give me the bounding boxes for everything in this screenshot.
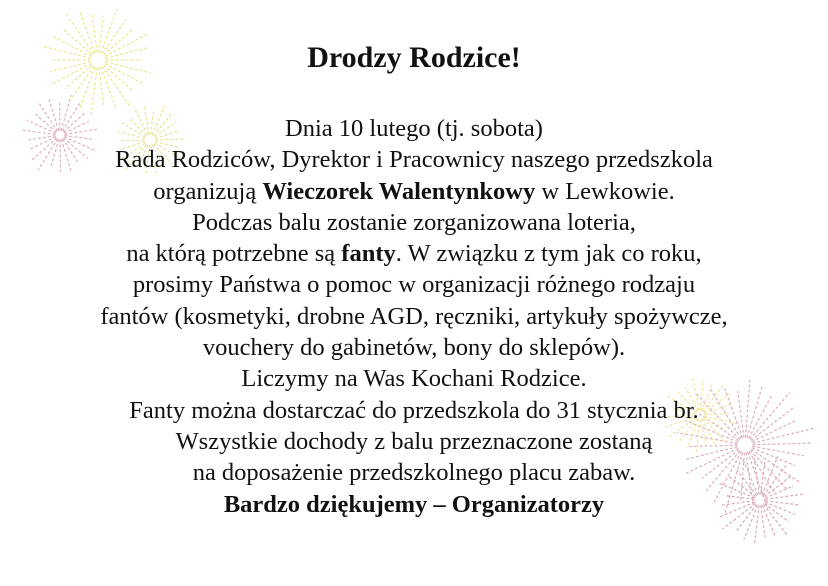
letter-line: Podczas balu zostanie zorganizowana loteria, [192,208,636,236]
signature: Bardzo dziękujemy – Organizatorzy [223,490,605,518]
event-name: Wieczorek Walentynkowy [262,177,536,205]
letter-line: Rada Rodziców, Dyrektor i Pracownicy naszego przedszkola [115,146,713,174]
letter-line: Wszystkie dochody z balu przeznaczone zostaną [175,427,653,455]
signature-line [0,489,828,520]
letter-line: Dnia 10 lutego (tj. sobota) [285,115,543,142]
letter-line: organizują Wieczorek Walentynkowy w Lewkowie. [153,177,675,205]
letter-line: vouchery do gabinetów, bony do sklepów). [202,334,626,362]
letter-line: Liczymy na Was Kochani Rodzice. [241,365,587,393]
letter-line: fantów (kosmetyki, drobne AGD, ręczniki, artykuły spożywcze, [100,302,728,330]
letter-body [0,113,828,520]
letter-line: Fanty można dostarczać do przedszkola do 31 stycznia br. [129,396,699,424]
letter-title: Drodzy Rodzice! [307,41,521,74]
letter-line: prosimy Państwa o pomoc w organizacji różnego rodzaju [132,271,696,299]
fanty-emphasis: fanty [341,240,396,268]
letter-line: na którą potrzebne są fanty. W związku z tym jak co roku, [126,240,702,268]
letter-line: na doposażenie przedszkolnego placu zabaw. [192,459,636,487]
